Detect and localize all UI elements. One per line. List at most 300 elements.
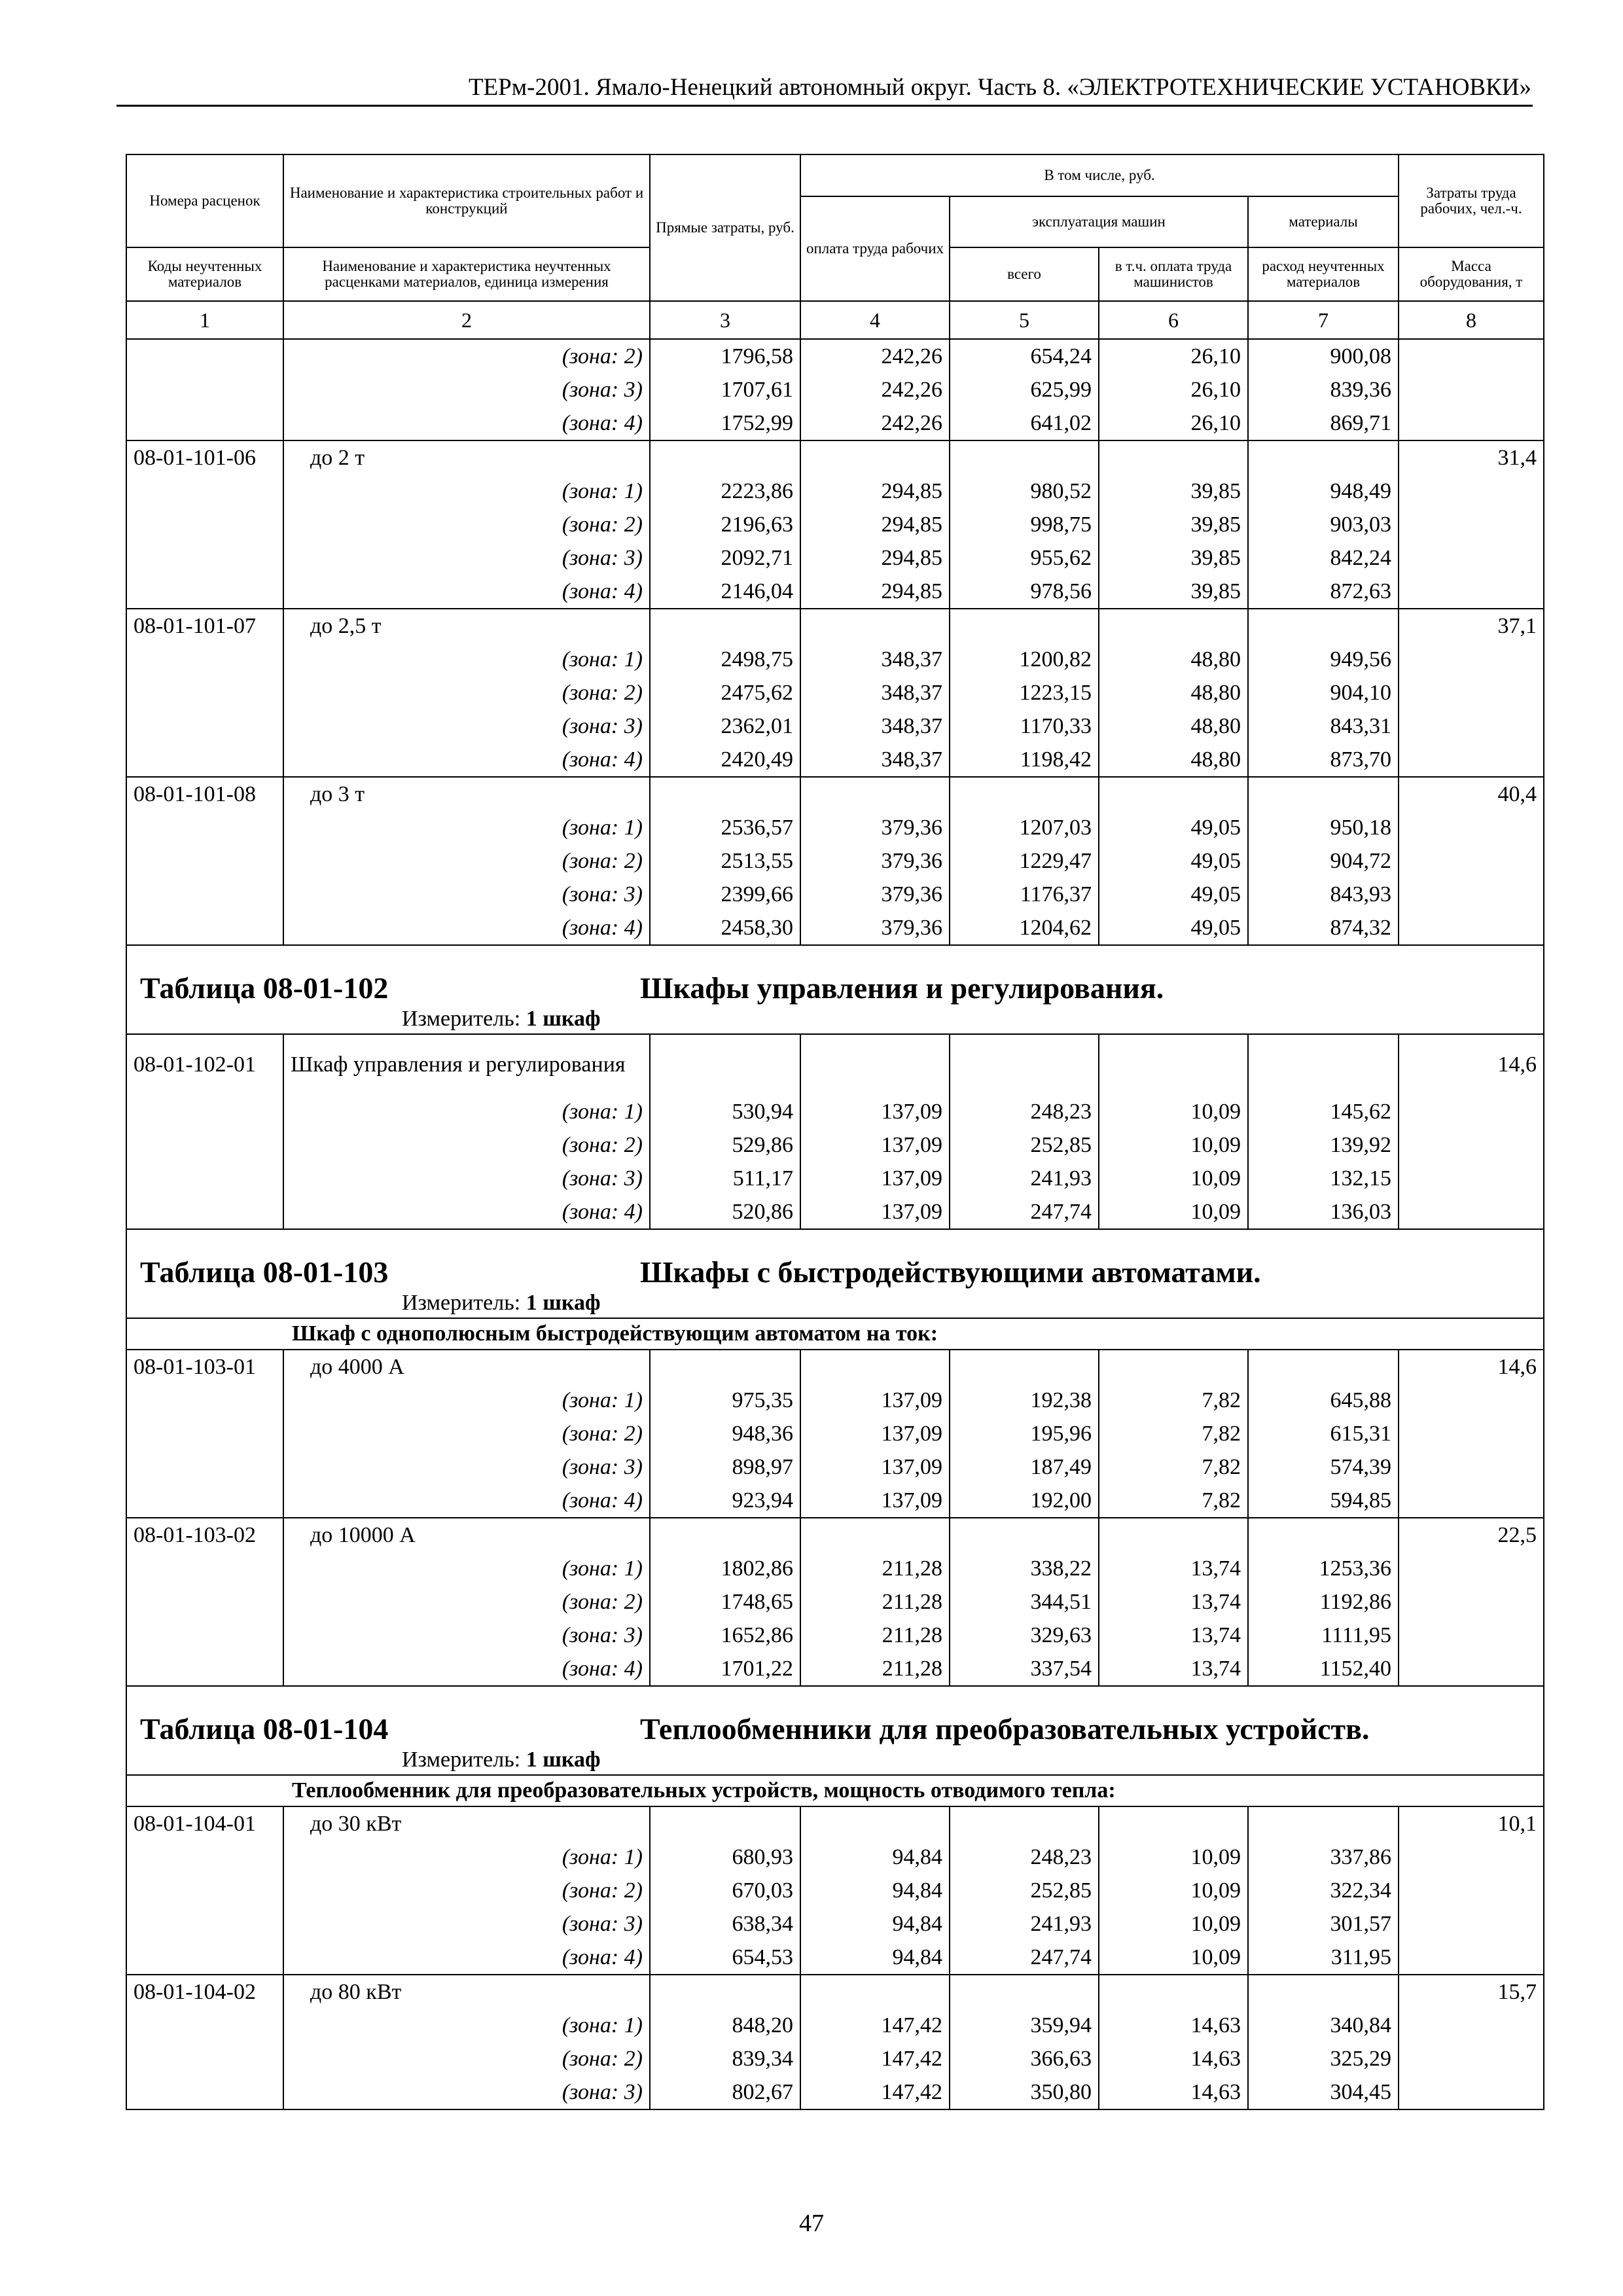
- zone-label: (зона: 4): [283, 575, 650, 609]
- measure-value: 1 шкаф: [526, 1748, 601, 1772]
- code-cell: [126, 1162, 283, 1195]
- machines-total: 998,75: [950, 508, 1099, 541]
- running-header: ТЕРм-2001. Ямало-Ненецкий автономный округ. Часть 8. «ЭЛЕКТРОТЕХНИЧЕСКИЕ УСТАНОВКИ»: [468, 74, 1531, 101]
- table-title: Таблица 08-01-102: [140, 971, 389, 1005]
- empty-cell: [1099, 1518, 1248, 1552]
- machines-labor: 48,80: [1099, 709, 1248, 743]
- labor-cost: 294,85: [800, 541, 950, 575]
- direct-cost: 680,93: [650, 1840, 800, 1874]
- machines-total: 337,54: [950, 1652, 1099, 1686]
- machines-labor: 49,05: [1099, 811, 1248, 844]
- code-cell: [126, 1384, 283, 1417]
- machines-total: 366,63: [950, 2042, 1099, 2075]
- machines-total: 241,93: [950, 1907, 1099, 1941]
- empty-cell: [1099, 1350, 1248, 1384]
- rate-name: до 2,5 т: [283, 609, 650, 643]
- materials-cost: 1192,86: [1248, 1585, 1399, 1619]
- rate-name: до 30 кВт: [283, 1806, 650, 1840]
- machines-total: 195,96: [950, 1417, 1099, 1450]
- measure-label: Измеритель:: [402, 1748, 521, 1772]
- empty-cell: [1099, 440, 1248, 475]
- col-header-machines-labor: в т.ч. оплата труда машинистов: [1099, 247, 1248, 301]
- materials-cost: 903,03: [1248, 508, 1399, 541]
- code-cell: [126, 1552, 283, 1585]
- materials-cost: 645,88: [1248, 1384, 1399, 1417]
- rates-table: [126, 154, 1544, 2110]
- direct-cost: 975,35: [650, 1384, 800, 1417]
- labor-hours: [1399, 1907, 1544, 1941]
- labor-cost: 94,84: [800, 1907, 950, 1941]
- labor-cost: 242,26: [800, 339, 950, 373]
- empty-cell: [950, 440, 1099, 475]
- machines-total: 247,74: [950, 1941, 1099, 1975]
- machines-labor: 10,09: [1099, 1941, 1248, 1975]
- materials-cost: 874,32: [1248, 911, 1399, 945]
- col-header-materials-extra: расход неучтенных материалов: [1248, 247, 1399, 301]
- machines-total: 187,49: [950, 1450, 1099, 1484]
- rate-name: до 3 т: [283, 777, 650, 811]
- materials-cost: 1152,40: [1248, 1652, 1399, 1686]
- zone-label: (зона: 4): [283, 1652, 650, 1686]
- labor-hours: [1399, 1128, 1544, 1162]
- labor-hours: [1399, 1095, 1544, 1128]
- machines-labor: 26,10: [1099, 406, 1248, 440]
- machines-labor: 13,74: [1099, 1652, 1248, 1686]
- machines-total: 192,00: [950, 1484, 1099, 1518]
- empty-cell: [1248, 1518, 1399, 1552]
- code-cell: [126, 911, 283, 945]
- zone-label: (зона: 1): [283, 2009, 650, 2042]
- empty-cell: [650, 1518, 800, 1552]
- group-row: [126, 1318, 1544, 1350]
- materials-cost: 145,62: [1248, 1095, 1399, 1128]
- code-cell: [126, 508, 283, 541]
- empty-cell: [1248, 777, 1399, 811]
- code-cell: [126, 1619, 283, 1652]
- labor-cost: 137,09: [800, 1484, 950, 1518]
- zone-label: (зона: 2): [283, 1128, 650, 1162]
- zone-label: (зона: 1): [283, 811, 650, 844]
- zone-label: (зона: 3): [283, 2075, 650, 2109]
- empty-cell: [650, 1806, 800, 1840]
- machines-total: 1170,33: [950, 709, 1099, 743]
- direct-cost: 511,17: [650, 1162, 800, 1195]
- labor-hours: [1399, 373, 1544, 406]
- col-header-materials: материалы: [1248, 196, 1399, 247]
- rate-code: 08-01-103-02: [126, 1518, 283, 1552]
- code-cell: [126, 844, 283, 878]
- zone-label: (зона: 1): [283, 1384, 650, 1417]
- machines-labor: 7,82: [1099, 1484, 1248, 1518]
- machines-total: 625,99: [950, 373, 1099, 406]
- table-title: Таблица 08-01-104: [140, 1712, 389, 1746]
- labor-hours: 37,1: [1399, 609, 1544, 643]
- empty-cell: [650, 1350, 800, 1384]
- table-row: [126, 475, 1544, 508]
- machines-labor: 49,05: [1099, 878, 1248, 911]
- rate-code: 08-01-101-06: [126, 440, 283, 475]
- machines-total: 980,52: [950, 475, 1099, 508]
- zone-label: (зона: 3): [283, 1907, 650, 1941]
- machines-labor: 26,10: [1099, 373, 1248, 406]
- direct-cost: 2498,75: [650, 643, 800, 676]
- materials-cost: 948,49: [1248, 475, 1399, 508]
- machines-labor: 7,82: [1099, 1450, 1248, 1484]
- code-cell: [126, 643, 283, 676]
- code-cell: [126, 1874, 283, 1907]
- table-title-row: [126, 945, 1544, 1005]
- machines-total: 978,56: [950, 575, 1099, 609]
- table-row: [126, 1518, 1544, 1552]
- machines-total: 1207,03: [950, 811, 1099, 844]
- direct-cost: 848,20: [650, 2009, 800, 2042]
- materials-cost: 872,63: [1248, 575, 1399, 609]
- machines-labor: 10,09: [1099, 1840, 1248, 1874]
- machines-labor: 14,63: [1099, 2009, 1248, 2042]
- machines-total: 192,38: [950, 1384, 1099, 1417]
- machines-labor: 49,05: [1099, 844, 1248, 878]
- table-row: [126, 643, 1544, 676]
- labor-hours: [1399, 1652, 1544, 1686]
- direct-cost: 2223,86: [650, 475, 800, 508]
- labor-hours: [1399, 339, 1544, 373]
- materials-cost: 904,72: [1248, 844, 1399, 878]
- col-header-name: Наименование и характеристика строительных работ и конструкций: [283, 154, 650, 247]
- labor-hours: 14,6: [1399, 1350, 1544, 1384]
- machines-total: 247,74: [950, 1195, 1099, 1229]
- table-row: [126, 1417, 1544, 1450]
- rate-name: до 4000 А: [283, 1350, 650, 1384]
- machines-total: 344,51: [950, 1585, 1099, 1619]
- labor-hours: 31,4: [1399, 440, 1544, 475]
- empty-cell: [1248, 1350, 1399, 1384]
- code-cell: [126, 709, 283, 743]
- zone-label: (зона: 3): [283, 1450, 650, 1484]
- empty-cell: [1248, 1034, 1399, 1095]
- machines-labor: 10,09: [1099, 1095, 1248, 1128]
- zone-label: (зона: 1): [283, 1552, 650, 1585]
- materials-cost: 322,34: [1248, 1874, 1399, 1907]
- labor-cost: 137,09: [800, 1162, 950, 1195]
- col-num: 6: [1099, 301, 1248, 339]
- machines-labor: 39,85: [1099, 508, 1248, 541]
- labor-cost: 137,09: [800, 1095, 950, 1128]
- direct-cost: 1652,86: [650, 1619, 800, 1652]
- measure-cell: [126, 1005, 1544, 1034]
- labor-cost: 242,26: [800, 406, 950, 440]
- table-row: [126, 1975, 1544, 2009]
- labor-cost: 137,09: [800, 1384, 950, 1417]
- zone-label: (зона: 3): [283, 878, 650, 911]
- table-row: [126, 508, 1544, 541]
- labor-hours: [1399, 709, 1544, 743]
- zone-label: (зона: 2): [283, 2042, 650, 2075]
- table-row: [126, 1806, 1544, 1840]
- zone-label: (зона: 2): [283, 339, 650, 373]
- labor-cost: 379,36: [800, 878, 950, 911]
- machines-total: 248,23: [950, 1840, 1099, 1874]
- col-num: 2: [283, 301, 650, 339]
- rate-name: до 10000 А: [283, 1518, 650, 1552]
- labor-cost: 379,36: [800, 911, 950, 945]
- machines-labor: 14,63: [1099, 2042, 1248, 2075]
- col-num: 3: [650, 301, 800, 339]
- rate-name: Шкаф управления и регулирования: [283, 1034, 650, 1095]
- zone-label: (зона: 4): [283, 743, 650, 777]
- table-row: [126, 575, 1544, 609]
- table-row: [126, 676, 1544, 709]
- materials-cost: 615,31: [1248, 1417, 1399, 1450]
- machines-labor: 7,82: [1099, 1417, 1248, 1450]
- labor-hours: [1399, 1417, 1544, 1450]
- code-cell: [126, 1417, 283, 1450]
- rate-code: 08-01-101-08: [126, 777, 283, 811]
- measure-cell: [126, 1289, 1544, 1318]
- table-row: [126, 1585, 1544, 1619]
- table-name: Шкафы с быстродействующими автоматами.: [640, 1255, 1261, 1289]
- direct-cost: 2420,49: [650, 743, 800, 777]
- labor-hours: [1399, 1384, 1544, 1417]
- empty-cell: [950, 1518, 1099, 1552]
- col-num: 4: [800, 301, 950, 339]
- empty-cell: [950, 1350, 1099, 1384]
- direct-cost: 638,34: [650, 1907, 800, 1941]
- empty-cell: [1099, 609, 1248, 643]
- labor-hours: [1399, 475, 1544, 508]
- zone-label: (зона: 3): [283, 1162, 650, 1195]
- table-row: [126, 2009, 1544, 2042]
- empty-cell: [1248, 609, 1399, 643]
- machines-total: 329,63: [950, 1619, 1099, 1652]
- direct-cost: 2146,04: [650, 575, 800, 609]
- materials-cost: 340,84: [1248, 2009, 1399, 2042]
- labor-cost: 379,36: [800, 844, 950, 878]
- code-cell: [126, 811, 283, 844]
- zone-label: (зона: 2): [283, 1874, 650, 1907]
- direct-cost: 2513,55: [650, 844, 800, 878]
- machines-labor: 13,74: [1099, 1619, 1248, 1652]
- empty-cell: [950, 777, 1099, 811]
- code-cell: [126, 373, 283, 406]
- code-cell: [126, 743, 283, 777]
- zone-label: (зона: 2): [283, 1585, 650, 1619]
- zone-label: (зона: 2): [283, 1417, 650, 1450]
- machines-total: 654,24: [950, 339, 1099, 373]
- labor-cost: 147,42: [800, 2009, 950, 2042]
- table-row: [126, 373, 1544, 406]
- machines-labor: 10,09: [1099, 1162, 1248, 1195]
- labor-hours: [1399, 1195, 1544, 1229]
- direct-cost: 1796,58: [650, 339, 800, 373]
- table-title-row: [126, 1229, 1544, 1289]
- machines-total: 1204,62: [950, 911, 1099, 945]
- labor-hours: 14,6: [1399, 1034, 1544, 1095]
- labor-hours: [1399, 844, 1544, 878]
- table-row: [126, 406, 1544, 440]
- table-row: [126, 2075, 1544, 2109]
- machines-labor: 13,74: [1099, 1552, 1248, 1585]
- machines-total: 1176,37: [950, 878, 1099, 911]
- labor-hours: [1399, 911, 1544, 945]
- materials-cost: 839,36: [1248, 373, 1399, 406]
- table-row: [126, 844, 1544, 878]
- labor-hours: [1399, 1162, 1544, 1195]
- direct-cost: 2475,62: [650, 676, 800, 709]
- labor-cost: 147,42: [800, 2042, 950, 2075]
- direct-cost: 1752,99: [650, 406, 800, 440]
- code-cell: [126, 1840, 283, 1874]
- table-row: [126, 777, 1544, 811]
- table-row: [126, 1350, 1544, 1384]
- table-row: [126, 1195, 1544, 1229]
- labor-hours: [1399, 878, 1544, 911]
- empty-cell: [950, 1806, 1099, 1840]
- machines-total: 1223,15: [950, 676, 1099, 709]
- rate-code: 08-01-102-01: [126, 1034, 283, 1095]
- labor-hours: [1399, 2042, 1544, 2075]
- empty-cell: [650, 1975, 800, 2009]
- col-header-machines: эксплуатация машин: [950, 196, 1248, 247]
- machines-labor: 39,85: [1099, 575, 1248, 609]
- code-cell: [126, 1652, 283, 1686]
- code-cell: [126, 2009, 283, 2042]
- labor-cost: 211,28: [800, 1652, 950, 1686]
- labor-cost: 294,85: [800, 475, 950, 508]
- zone-label: (зона: 2): [283, 844, 650, 878]
- code-cell: [126, 1907, 283, 1941]
- table-row: [126, 1941, 1544, 1975]
- table-row: [126, 878, 1544, 911]
- zone-label: (зона: 1): [283, 1095, 650, 1128]
- empty-cell: [1248, 1975, 1399, 2009]
- table-row: [126, 1552, 1544, 1585]
- table-row: [126, 911, 1544, 945]
- direct-cost: 530,94: [650, 1095, 800, 1128]
- materials-cost: 873,70: [1248, 743, 1399, 777]
- direct-cost: 2196,63: [650, 508, 800, 541]
- machines-total: 359,94: [950, 2009, 1099, 2042]
- materials-cost: 139,92: [1248, 1128, 1399, 1162]
- measure-value: 1 шкаф: [526, 1007, 601, 1031]
- group-row: [126, 1775, 1544, 1806]
- labor-cost: 211,28: [800, 1552, 950, 1585]
- machines-total: 252,85: [950, 1874, 1099, 1907]
- machines-total: 338,22: [950, 1552, 1099, 1585]
- table-row: [126, 1034, 1544, 1095]
- materials-cost: 869,71: [1248, 406, 1399, 440]
- table-name: Шкафы управления и регулирования.: [640, 971, 1164, 1005]
- table-row: [126, 339, 1544, 373]
- table-row: [126, 1484, 1544, 1518]
- table-row: [126, 2042, 1544, 2075]
- code-cell: [126, 1941, 283, 1975]
- materials-cost: 311,95: [1248, 1941, 1399, 1975]
- empty-cell: [650, 609, 800, 643]
- table-row: [126, 1384, 1544, 1417]
- labor-hours: [1399, 406, 1544, 440]
- measure-cell: [126, 1746, 1544, 1775]
- col-header-direct: Прямые затраты, руб.: [650, 154, 800, 301]
- measure-label: Измеритель:: [402, 1291, 521, 1315]
- col-num: 5: [950, 301, 1099, 339]
- col-header-labor-hours: Затраты труда рабочих, чел.-ч.: [1399, 154, 1544, 247]
- zone-label: (зона: 4): [283, 406, 650, 440]
- direct-cost: 529,86: [650, 1128, 800, 1162]
- empty-cell: [650, 1034, 800, 1095]
- labor-cost: 137,09: [800, 1450, 950, 1484]
- labor-hours: 22,5: [1399, 1518, 1544, 1552]
- col-num: 7: [1248, 301, 1399, 339]
- labor-hours: [1399, 1552, 1544, 1585]
- col-header-mass: Масса оборудования, т: [1399, 247, 1544, 301]
- code-cell: [126, 2042, 283, 2075]
- labor-cost: 294,85: [800, 575, 950, 609]
- code-cell: [126, 1128, 283, 1162]
- rate-code: 08-01-101-07: [126, 609, 283, 643]
- zone-label: (зона: 1): [283, 1840, 650, 1874]
- labor-cost: 94,84: [800, 1874, 950, 1907]
- zone-label: (зона: 2): [283, 676, 650, 709]
- labor-hours: [1399, 2075, 1544, 2109]
- machines-labor: 48,80: [1099, 643, 1248, 676]
- empty-cell: [1099, 1806, 1248, 1840]
- materials-cost: 574,39: [1248, 1450, 1399, 1484]
- labor-hours: [1399, 1840, 1544, 1874]
- materials-cost: 304,45: [1248, 2075, 1399, 2109]
- machines-total: 1198,42: [950, 743, 1099, 777]
- labor-hours: [1399, 1619, 1544, 1652]
- labor-hours: [1399, 676, 1544, 709]
- empty-cell: [800, 440, 950, 475]
- machines-total: 1229,47: [950, 844, 1099, 878]
- code-cell: [126, 1585, 283, 1619]
- labor-hours: 15,7: [1399, 1975, 1544, 2009]
- col-header-machines-total: всего: [950, 247, 1099, 301]
- code-cell: [126, 2075, 283, 2109]
- machines-labor: 49,05: [1099, 911, 1248, 945]
- labor-cost: 348,37: [800, 709, 950, 743]
- machines-total: 955,62: [950, 541, 1099, 575]
- machines-total: 641,02: [950, 406, 1099, 440]
- materials-cost: 904,10: [1248, 676, 1399, 709]
- table-row: [126, 1619, 1544, 1652]
- code-cell: [126, 676, 283, 709]
- table-row: [126, 1128, 1544, 1162]
- table-row: [126, 541, 1544, 575]
- empty-cell: [800, 1034, 950, 1095]
- code-cell: [126, 1450, 283, 1484]
- table-title: Таблица 08-01-103: [140, 1255, 389, 1289]
- machines-labor: 39,85: [1099, 475, 1248, 508]
- labor-hours: [1399, 1874, 1544, 1907]
- labor-cost: 242,26: [800, 373, 950, 406]
- code-cell: [126, 339, 283, 373]
- table-title-cell: [126, 1686, 1544, 1746]
- code-cell: [126, 406, 283, 440]
- code-cell: [126, 1195, 283, 1229]
- labor-hours: [1399, 508, 1544, 541]
- measure-value: 1 шкаф: [526, 1291, 601, 1315]
- materials-cost: 594,85: [1248, 1484, 1399, 1518]
- materials-cost: 900,08: [1248, 339, 1399, 373]
- table-header: [126, 154, 1544, 339]
- machines-labor: 13,74: [1099, 1585, 1248, 1619]
- labor-cost: 137,09: [800, 1417, 950, 1450]
- labor-cost: 348,37: [800, 676, 950, 709]
- table-row: [126, 709, 1544, 743]
- labor-cost: 348,37: [800, 743, 950, 777]
- col-header-material-names: Наименование и характеристика неучтенных расценками материалов, единица измерения: [283, 247, 650, 301]
